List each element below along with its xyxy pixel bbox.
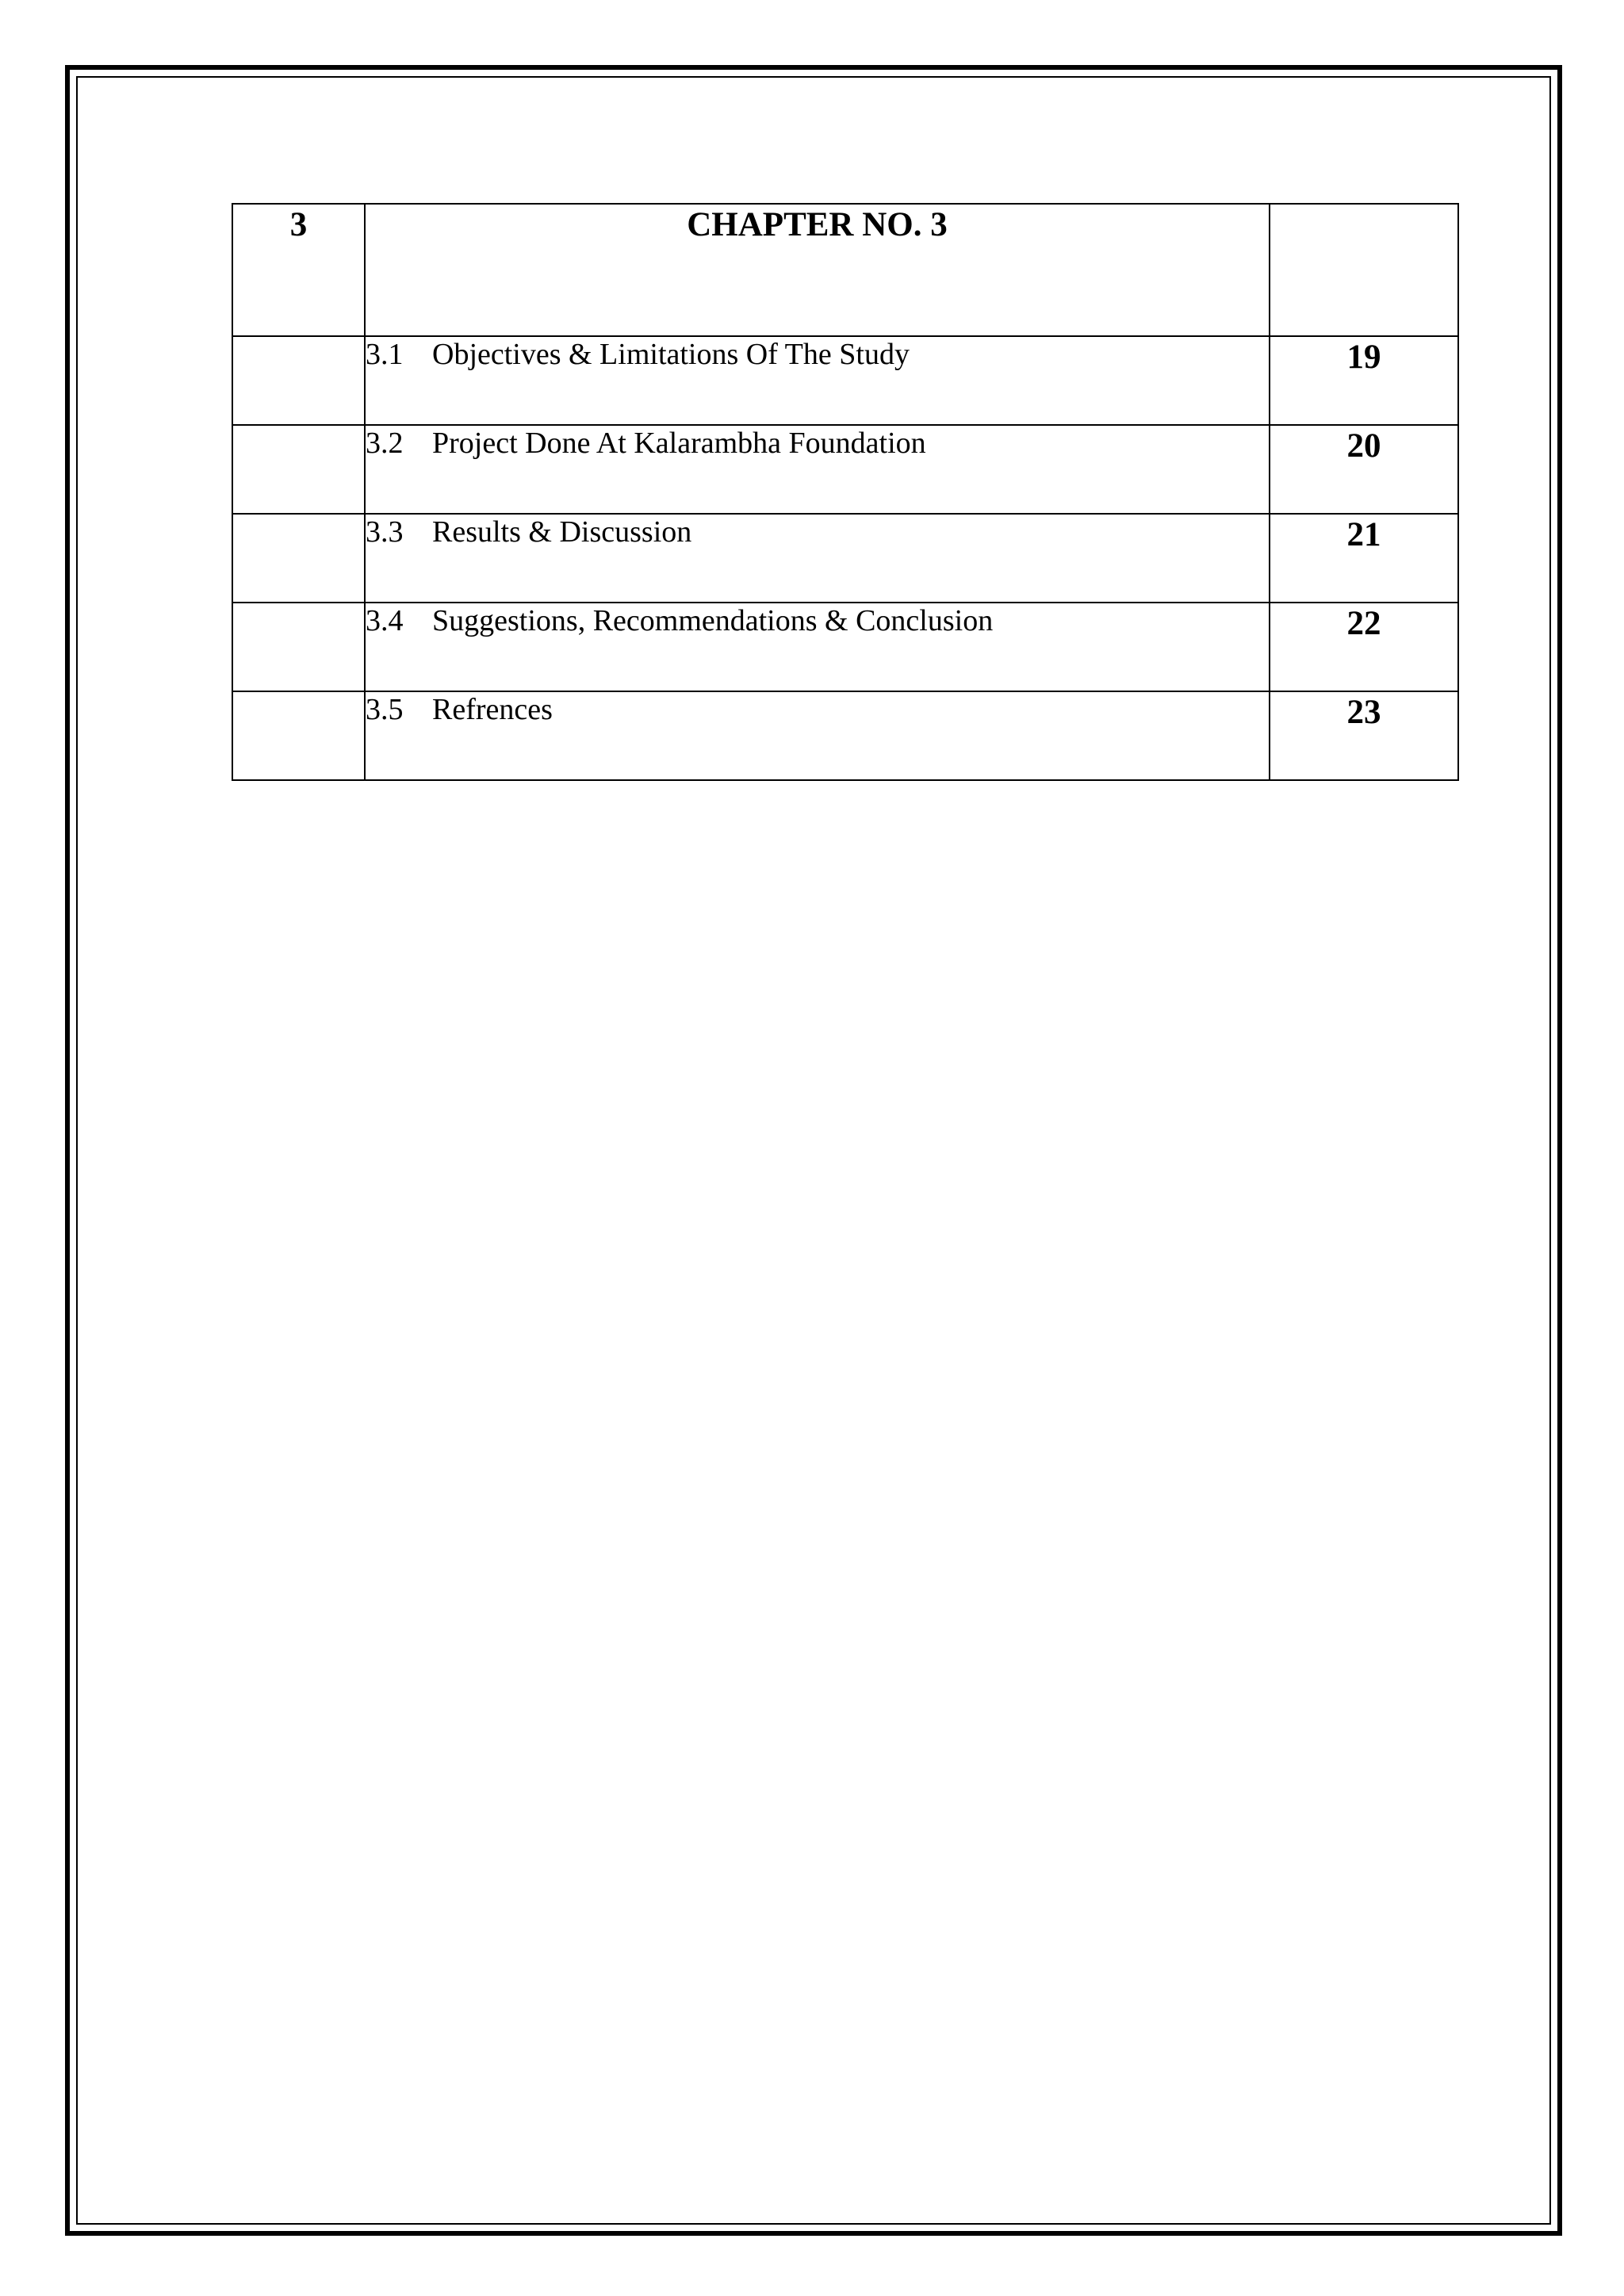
section-number: 3.3: [366, 515, 404, 549]
chapter-title: CHAPTER NO. 3: [365, 204, 1270, 336]
section-number: 3.5: [366, 693, 404, 726]
section-page: 20: [1270, 425, 1458, 514]
section-title: Results & Discussion: [432, 515, 692, 549]
chapter-number: 3: [232, 204, 365, 336]
section-page: 23: [1270, 691, 1458, 780]
table-row: [232, 336, 1458, 425]
row-blank-cell: [232, 336, 365, 425]
section-page: 22: [1270, 603, 1458, 691]
table-of-contents: [232, 203, 1459, 781]
section-page: 21: [1270, 514, 1458, 603]
section-title-cell: [365, 603, 1270, 691]
section-title-cell: [365, 514, 1270, 603]
table-row: [232, 603, 1458, 691]
section-number: 3.2: [366, 427, 404, 460]
section-title-cell: [365, 691, 1270, 780]
section-number: 3.4: [366, 604, 404, 637]
section-title: Objectives & Limitations Of The Study: [432, 338, 910, 371]
row-blank-cell: [232, 514, 365, 603]
section-page: 19: [1270, 336, 1458, 425]
section-number: 3.1: [366, 338, 404, 371]
section-title: Refrences: [432, 693, 553, 726]
row-blank-cell: [232, 425, 365, 514]
section-title: Suggestions, Recommendations & Conclusion: [432, 604, 994, 637]
table-row: [232, 691, 1458, 780]
section-title-cell: [365, 336, 1270, 425]
section-title-cell: [365, 425, 1270, 514]
row-blank-cell: [232, 603, 365, 691]
chapter-header-row: [232, 204, 1458, 336]
section-title: Project Done At Kalarambha Foundation: [432, 427, 926, 460]
row-blank-cell: [232, 691, 365, 780]
table-row: [232, 425, 1458, 514]
table-row: [232, 514, 1458, 603]
chapter-page: [1270, 204, 1458, 336]
